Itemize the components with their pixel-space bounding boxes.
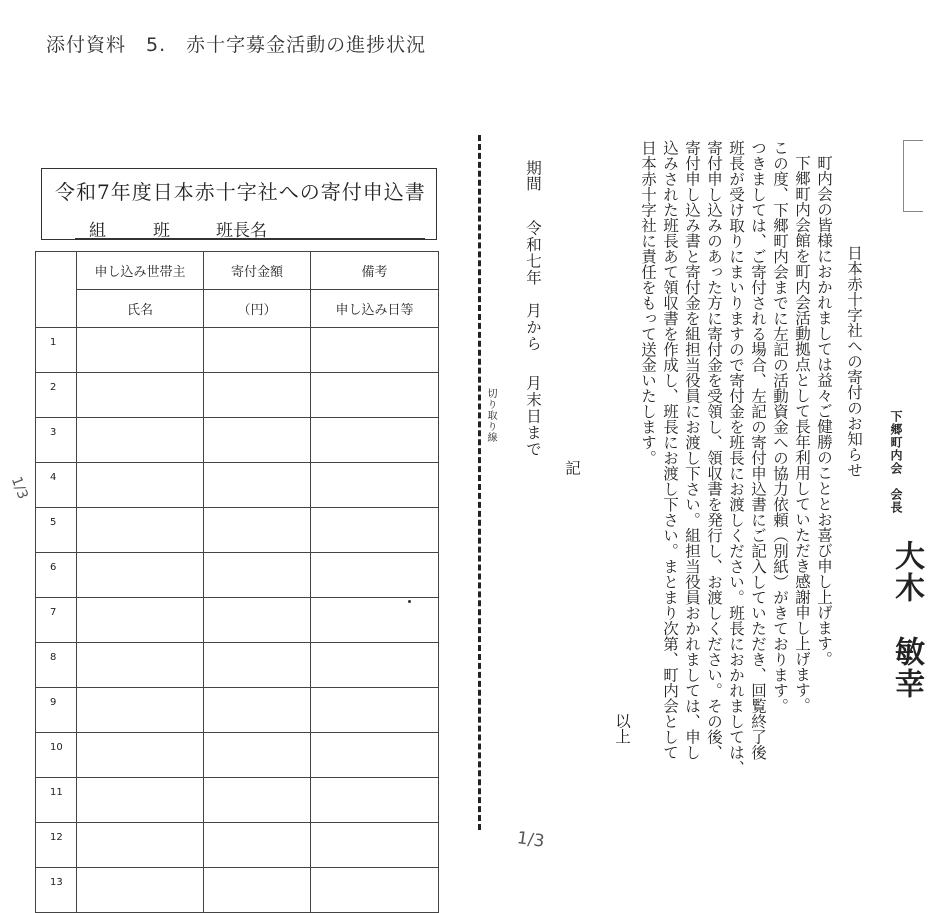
period-to: 月末日まで xyxy=(524,375,542,458)
row-number: 6 xyxy=(36,553,77,598)
president-name: 大木 敏幸 xyxy=(889,540,924,700)
notice-line-8: 込みされた班長あて領収書を作成し、班長にお渡し下さい。まとまり次第、町内会として xyxy=(661,140,679,760)
form-title: 令和7年度日本赤十字社への寄付申込書 xyxy=(55,180,426,204)
header-householder-sub: 氏名 xyxy=(77,290,204,328)
table-row xyxy=(36,868,439,913)
householder-cell[interactable] xyxy=(77,328,204,373)
table-row xyxy=(36,643,439,688)
period-label: 期間 xyxy=(524,160,542,191)
header-amount-sub: （円） xyxy=(204,290,311,328)
remarks-cell[interactable] xyxy=(311,823,439,868)
table-row xyxy=(36,823,439,868)
amount-cell[interactable] xyxy=(204,598,311,643)
header-amount: 寄付金額 xyxy=(204,252,311,290)
notice-line-4: つきましては、ご寄付される場合、左記の寄付申込書にご記入していただき、回覧終了後 xyxy=(749,140,767,760)
period-from: 令和七年 月から xyxy=(524,220,542,352)
remarks-cell[interactable] xyxy=(311,688,439,733)
remarks-cell[interactable] xyxy=(311,328,439,373)
notice-line-1: 町内会の皆様におかれましては益々ご健勝のこととお喜び申し上げます。 xyxy=(815,155,833,667)
householder-cell[interactable] xyxy=(77,598,204,643)
remarks-cell[interactable] xyxy=(311,733,439,778)
edge-tab xyxy=(903,140,923,212)
householder-cell[interactable] xyxy=(77,823,204,868)
row-number: 2 xyxy=(36,373,77,418)
notice-line-2: 下郷町内会館を町内会活動拠点として長年利用していただき感謝申し上げます。 xyxy=(793,155,811,713)
table-row xyxy=(36,373,439,418)
householder-cell[interactable] xyxy=(77,868,204,913)
notice-line-3: この度、下郷町内会までに左記の活動資金への協力依頼（別紙）がきております。 xyxy=(771,140,789,714)
ki-label: 記 xyxy=(563,460,581,476)
table-row xyxy=(36,598,439,643)
row-number: 8 xyxy=(36,643,77,688)
table-row xyxy=(36,553,439,598)
householder-cell[interactable] xyxy=(77,418,204,463)
page-header: 添付資料 5. 赤十字募金活動の進捗状況 xyxy=(46,34,427,56)
group-team-leader-line xyxy=(75,214,425,239)
table-row xyxy=(36,328,439,373)
amount-cell[interactable] xyxy=(204,733,311,778)
row-number: 11 xyxy=(36,778,77,823)
householder-cell[interactable] xyxy=(77,463,204,508)
householder-cell[interactable] xyxy=(77,688,204,733)
row-number: 12 xyxy=(36,823,77,868)
remarks-cell[interactable] xyxy=(311,553,439,598)
table-row xyxy=(36,463,439,508)
remarks-cell[interactable] xyxy=(311,463,439,508)
remarks-cell[interactable] xyxy=(311,598,439,643)
cut-line xyxy=(478,135,481,830)
leader-label: 班長名 xyxy=(216,221,267,241)
remarks-cell[interactable] xyxy=(311,508,439,553)
notice-line-7: 寄付申し込み書と寄付金を組担当役員にお渡し下さい。組担当役員おかれましては、申し xyxy=(683,140,701,760)
amount-cell[interactable] xyxy=(204,418,311,463)
remarks-cell[interactable] xyxy=(311,643,439,688)
handwritten-mark-bottom: 1/3 xyxy=(515,828,546,852)
remarks-cell[interactable] xyxy=(311,778,439,823)
householder-cell[interactable] xyxy=(77,643,204,688)
remarks-cell[interactable] xyxy=(311,373,439,418)
row-number: 10 xyxy=(36,733,77,778)
table-row xyxy=(36,778,439,823)
remarks-cell[interactable] xyxy=(311,868,439,913)
ijou-label: 以上 xyxy=(613,713,631,744)
amount-cell[interactable] xyxy=(204,508,311,553)
amount-cell[interactable] xyxy=(204,643,311,688)
row-number: 1 xyxy=(36,328,77,373)
amount-cell[interactable] xyxy=(204,778,311,823)
notice-line-6: 寄付申し込みのあった方に寄付金を受領し、領収書を発行し、お渡しください。その後、 xyxy=(705,140,723,760)
group-label: 組 xyxy=(89,221,106,241)
handwritten-mark-left: 1/3 xyxy=(7,474,31,502)
row-number: 13 xyxy=(36,868,77,913)
header-number-cell xyxy=(36,252,77,328)
header-remarks: 備考 xyxy=(311,252,439,290)
row-number: 3 xyxy=(36,418,77,463)
table-row xyxy=(36,418,439,463)
amount-cell[interactable] xyxy=(204,463,311,508)
householder-cell[interactable] xyxy=(77,778,204,823)
remarks-cell[interactable] xyxy=(311,418,439,463)
amount-cell[interactable] xyxy=(204,868,311,913)
president-title: 下郷町内会 会長 xyxy=(889,410,903,514)
row-number: 7 xyxy=(36,598,77,643)
householder-cell[interactable] xyxy=(77,508,204,553)
table-header-row xyxy=(36,252,439,290)
row-number: 4 xyxy=(36,463,77,508)
amount-cell[interactable] xyxy=(204,553,311,598)
header-householder: 申し込み世帯主 xyxy=(77,252,204,290)
householder-cell[interactable] xyxy=(77,733,204,778)
team-label: 班 xyxy=(153,221,170,241)
donation-register-table xyxy=(35,251,439,913)
householder-cell[interactable] xyxy=(77,373,204,418)
row-number: 9 xyxy=(36,688,77,733)
table-header-row-2 xyxy=(36,290,439,328)
amount-cell[interactable] xyxy=(204,823,311,868)
notice-line-9: 日本赤十字社に責任をもって送金いたします。 xyxy=(639,140,657,466)
row-number: 5 xyxy=(36,508,77,553)
notice-line-5: 班長が受け取りにまいりますので寄付金を班長にお渡しください。班長におかれましては、 xyxy=(727,140,745,776)
householder-cell[interactable] xyxy=(77,553,204,598)
amount-cell[interactable] xyxy=(204,373,311,418)
stray-dot xyxy=(408,600,411,603)
cut-line-label: 切り取り線 xyxy=(485,388,496,443)
amount-cell[interactable] xyxy=(204,688,311,733)
notice-title: 日本赤十字社への寄付のお知らせ xyxy=(845,245,863,478)
table-row xyxy=(36,508,439,553)
table-row xyxy=(36,733,439,778)
header-remarks-sub: 申し込み日等 xyxy=(311,290,439,328)
table-row xyxy=(36,688,439,733)
amount-cell[interactable] xyxy=(204,328,311,373)
